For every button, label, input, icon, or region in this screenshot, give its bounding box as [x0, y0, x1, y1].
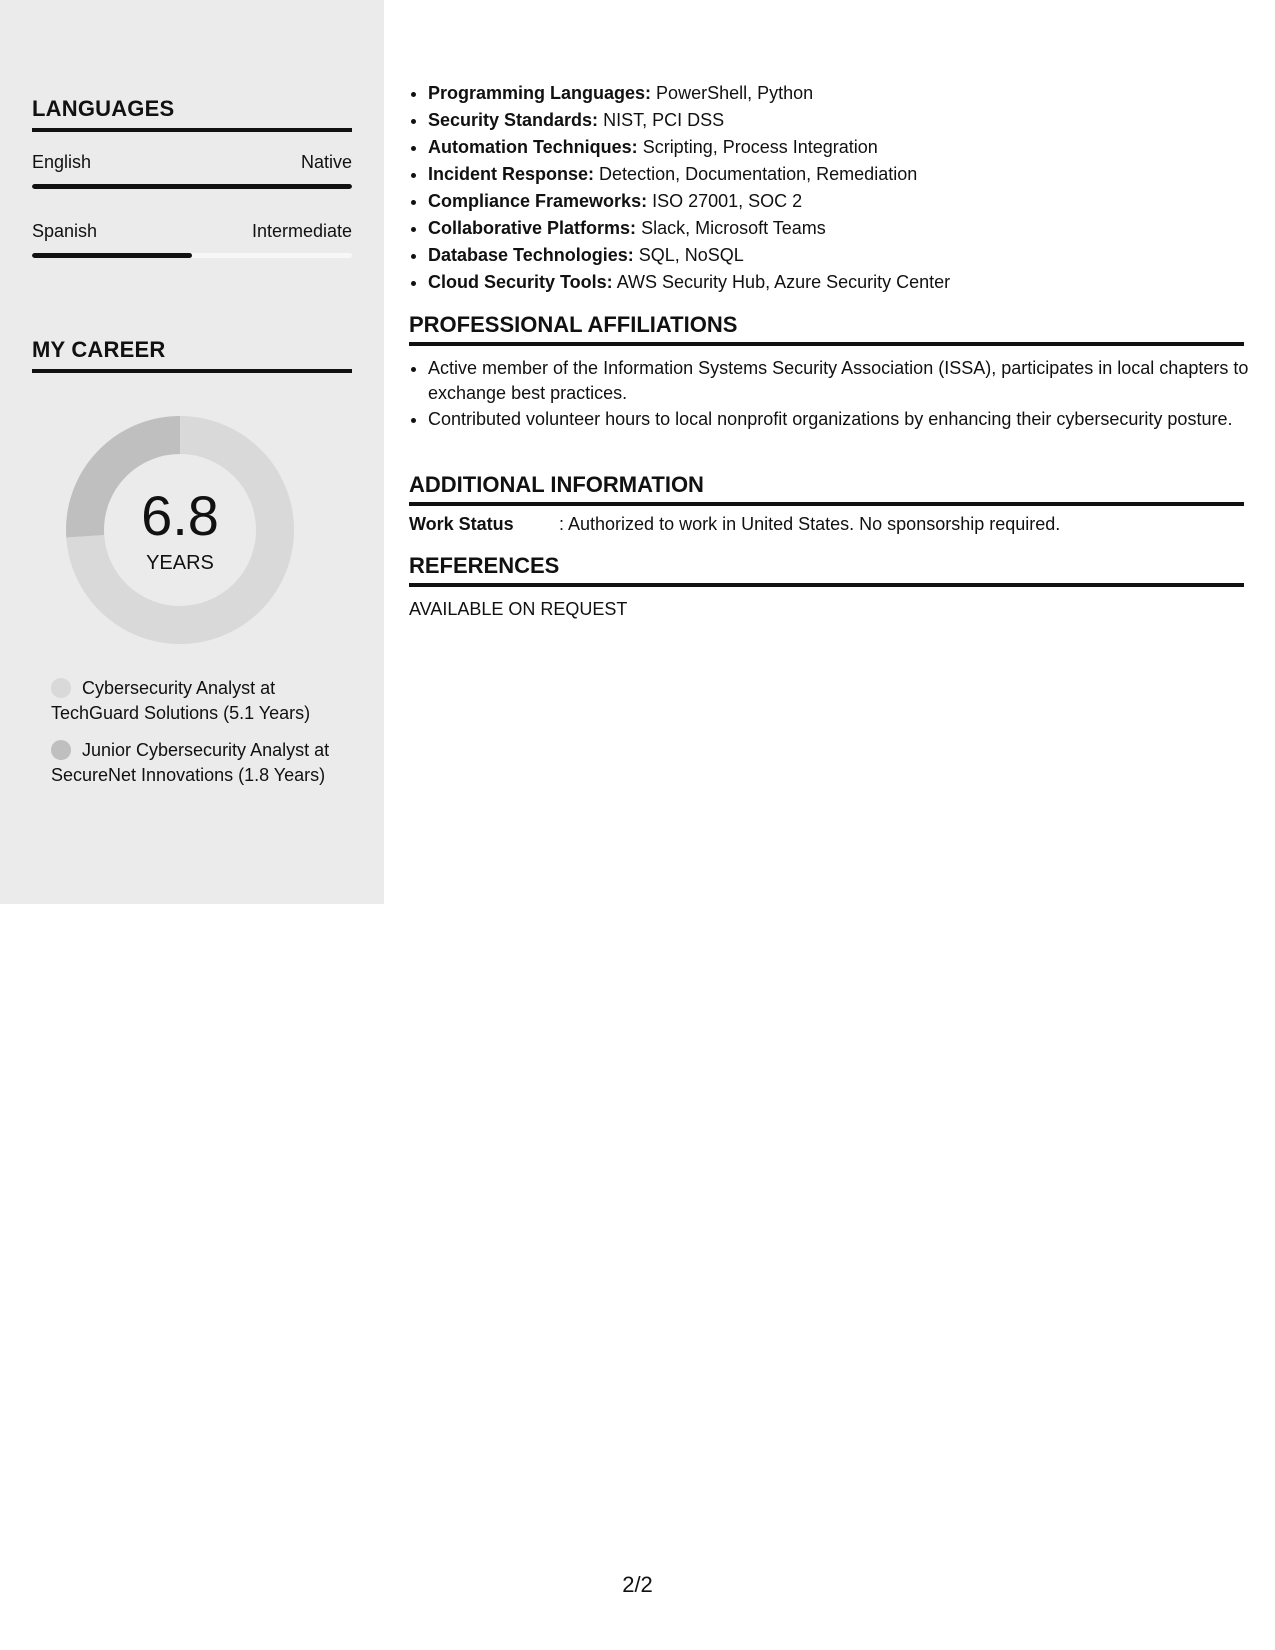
affiliation-item: • Contributed volunteer hours to local nonprofit organizations by enhancing their cybersecurity posture.	[428, 407, 1263, 432]
work-status-value: : Authorized to work in United States. No sponsorship required.	[559, 514, 1061, 534]
page-number: 2/2	[622, 1572, 653, 1597]
language-bar-spanish	[32, 253, 352, 258]
work-status-label: Work Status	[409, 514, 514, 534]
language-row-spanish	[32, 221, 352, 242]
language-bar-fill	[32, 253, 192, 258]
language-level: Intermediate	[251, 221, 352, 241]
language-name: English	[32, 152, 92, 172]
additional-info-heading: ADDITIONAL INFORMATION	[409, 472, 1244, 506]
skill-item: • Cloud Security Tools: AWS Security Hub, Azure Security Center	[428, 269, 1263, 296]
language-row-english	[32, 152, 352, 173]
languages-heading: LANGUAGES	[32, 96, 352, 132]
skill-item: • Automation Techniques: Scripting, Process Integration	[428, 134, 1263, 161]
language-name: Spanish	[32, 221, 98, 241]
references-heading: REFERENCES	[409, 553, 1244, 587]
affiliations-list	[409, 356, 1263, 434]
career-legend-label: Junior Cybersecurity Analyst at SecureNet Innovations (1.8 Years)	[51, 740, 330, 785]
career-total-years: 6.8	[141, 484, 219, 547]
skill-item: • Incident Response: Detection, Documentation, Remediation	[428, 161, 1263, 188]
skill-item: • Compliance Frameworks: ISO 27001, SOC 2	[428, 188, 1263, 215]
skill-item: • Collaborative Platforms: Slack, Microsoft Teams	[428, 215, 1263, 242]
references-text: AVAILABLE ON REQUEST	[409, 599, 628, 619]
career-total-unit: YEARS	[146, 552, 214, 574]
career-legend-item	[51, 738, 331, 787]
language-bar-fill	[32, 184, 352, 189]
legend-dot-icon	[51, 678, 71, 698]
language-bar-english	[32, 184, 352, 189]
skill-item: • Security Standards: NIST, PCI DSS	[428, 107, 1263, 134]
career-legend-label: Cybersecurity Analyst at TechGuard Solutions (5.1 Years)	[51, 678, 311, 723]
work-status-row	[409, 514, 1244, 535]
affiliation-item: • Active member of the Information Systems Security Association (ISSA), participates in local chapters to exchange best practices.	[428, 356, 1263, 405]
skill-item: • Database Technologies: SQL, NoSQL	[428, 242, 1263, 269]
career-heading: MY CAREER	[32, 337, 352, 373]
skill-item: • Programming Languages: PowerShell, Python	[428, 80, 1263, 107]
career-donut-chart	[66, 416, 294, 644]
legend-dot-icon	[51, 740, 71, 760]
skills-list	[409, 80, 1263, 296]
sidebar	[0, 0, 384, 904]
career-legend-item	[51, 676, 331, 725]
affiliations-heading: PROFESSIONAL AFFILIATIONS	[409, 312, 1244, 346]
language-level: Native	[300, 152, 352, 172]
